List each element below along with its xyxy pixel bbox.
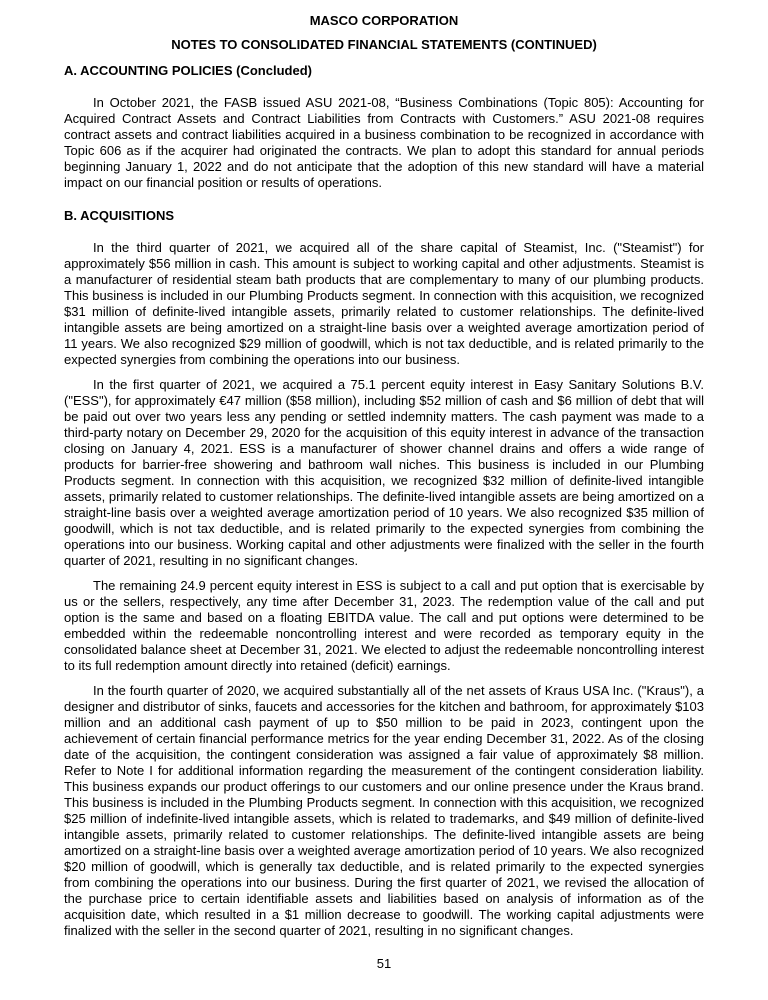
paragraph-kraus-acquisition: In the fourth quarter of 2020, we acquired substantially all of the net assets of Kraus USA Inc. ("Kraus"), a designer and distributor of sinks, faucets and accessories for the kitchen and bathroom, for approximately $103 million and an additional cash payment of up to $50 million to be paid in 2023, contingent upon the achievement of certain financial performance metrics for the year ending December 31, 2022. As of the closing date of the acquisition, the contingent consideration was assigned a fair value of approximately $8 million. Refer to Note I for additional information regarding the measurement of the contingent consideration liability. This business expands our product offerings to our customers and our online presence under the Kraus brand. This business is included in the Plumbing Products segment. In connection with this acquisition, we recognized $25 million of indefinite-lived intangible assets, which is related to trademarks, and $49 million of definite-lived intangible assets, primarily related to customer relationships. The definite-lived intangible assets are being amortized on a straight-line basis over a weighted average amortization period of 10 years. We also recognized $20 million of goodwill, which is generally tax deductible, and is related primarily to the expected synergies from combining the operations into our business. During the first quarter of 2021, we revised the allocation of the purchase price to certain identifiable assets and liabilities based on analysis of information as of the acquisition date, which resulted in a $1 million decrease to goodwill. The working capital adjustments were finalized with the seller in the second quarter of 2021, resulting in no significant changes. xyxy=(64,683,704,938)
document-page xyxy=(64,12,704,939)
company-name: MASCO CORPORATION xyxy=(309,13,459,28)
paragraph-ess-call-put-option: The remaining 24.9 percent equity interest in ESS is subject to a call and put option that is exercisable by us or the sellers, respectively, any time after December 31, 2023. The redemption value of the call and put option is the same and based on a floating EBITDA value. The call and put options were determined to be embedded within the redeemable noncontrolling interest and were recorded as temporary equity in the consolidated balance sheet at December 31, 2021. We elected to adjust the redeemable noncontrolling interest to its full redemption amount directly into retained (deficit) earnings. xyxy=(64,578,704,673)
paragraph-ess-acquisition: In the first quarter of 2021, we acquired a 75.1 percent equity interest in Easy Sanitary Solutions B.V. ("ESS"), for approximately €47 million ($58 million), including $52 million of cash and $6 million of debt that will be paid out over two years less any pending or settled indemnity matters. The cash payment was made to a third-party notary on December 29, 2020 for the acquisition of this equity interest in advance of the transaction closing on January 4, 2021. ESS is a manufacturer of shower channel drains and offers a wide range of products for barrier-free showering and bathroom wall niches. This business is included in our Plumbing Products segment. In connection with this acquisition, we recognized $32 million of definite-lived intangible assets, primarily related to customer relationships. The definite-lived intangible assets are being amortized on a straight-line basis over a weighted average amortization period of 10 years. We also recognized $35 million of goodwill, which is not tax deductible, and is related primarily to the expected synergies from combining the operations into our business. Working capital and other adjustments were finalized with the seller in the fourth quarter of 2021, resulting in no significant changes. xyxy=(64,377,704,568)
paragraph-steamist-acquisition: In the third quarter of 2021, we acquired all of the share capital of Steamist, Inc. ("Steamist") for approximately $56 million in cash. This amount is subject to working capital and other adjustments. Steamist is a manufacturer of residential steam bath products that are complementary to many of our plumbing products. This business is included in our Plumbing Products segment. In connection with this acquisition, we recognized $31 million of definite-lived intangible assets, primarily related to customer relationships. The definite-lived intangible assets are being amortized on a straight-line basis over a weighted average amortization period of 11 years. We also recognized $29 million of goodwill, which is not tax deductible, and is related primarily to the expected synergies from combining the operations into our business. xyxy=(64,240,704,367)
section-heading-accounting-policies: A. ACCOUNTING POLICIES (Concluded) xyxy=(64,63,312,78)
page-number: 51 xyxy=(376,956,392,971)
section-heading-acquisitions: B. ACQUISITIONS xyxy=(64,208,175,223)
page-title: NOTES TO CONSOLIDATED FINANCIAL STATEMENTS (CONTINUED) xyxy=(171,37,597,52)
paragraph-asu-2021-08: In October 2021, the FASB issued ASU 2021-08, “Business Combinations (Topic 805): Accounting for Acquired Contract Assets and Contract Liabilities from Contracts with Customers.” ASU 2021-08 requires contract assets and contract liabilities acquired in a business combination to be recognized in accordance with Topic 606 as if the acquirer had originated the contracts. We plan to adopt this standard for annual periods beginning January 1, 2022 and do not anticipate that the adoption of this new standard will have a material impact on our financial position or results of operations. xyxy=(64,95,704,190)
